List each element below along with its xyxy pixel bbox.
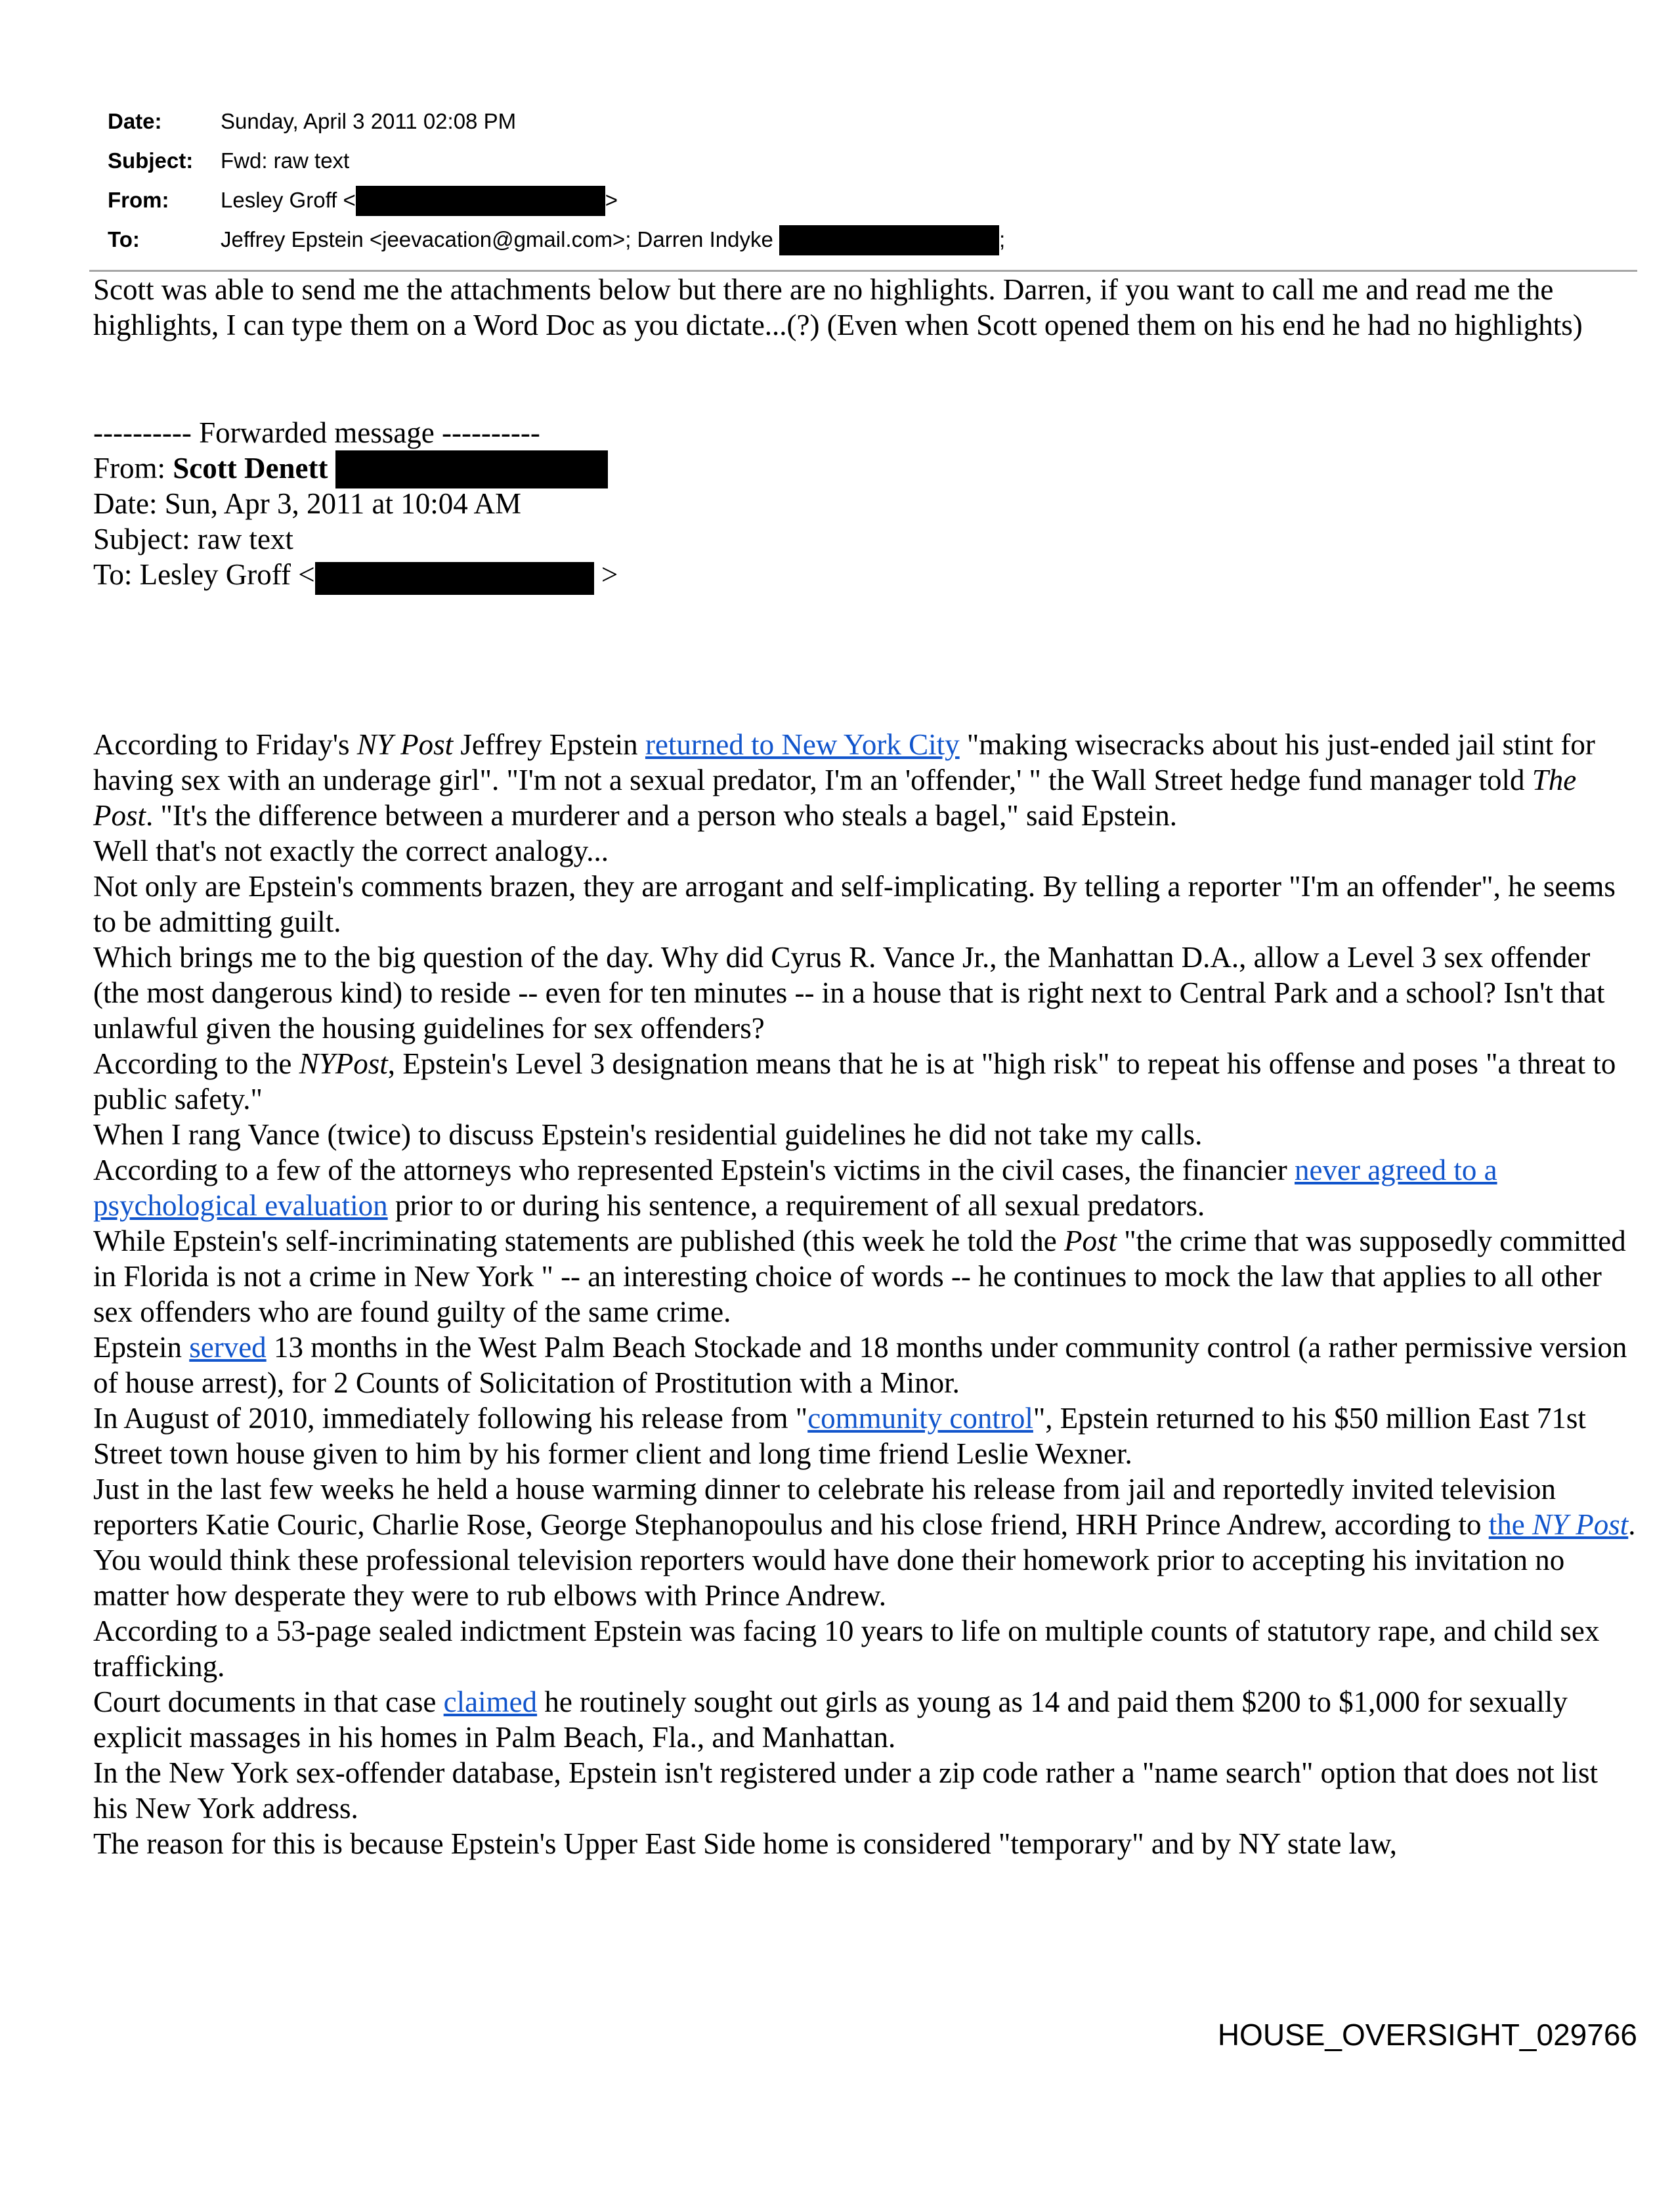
hyperlink[interactable]: never agreed to a psychological evaluation <box>93 1154 1497 1222</box>
paragraph <box>93 1826 1636 1861</box>
text-segment: According to Friday's <box>93 728 357 761</box>
text-segment: Which brings me to the big question of the day. Why did Cyrus R. Vance Jr., the Manhattan D.A., allow a Level 3 sex offender (the most dangerous kind) to reside -- even for ten minutes -- in a house that is right next to Central Park and a school? Isn't that unlawful given the housing guidelines for sex offenders? <box>93 941 1605 1045</box>
text-segment: prior to or during his sentence, a requirement of all sexual predators. <box>387 1189 1205 1222</box>
paragraph <box>93 940 1636 1046</box>
text-segment: The reason for this is because Epstein's Upper East Side home is considered "temporary" and by NY state law, <box>93 1827 1397 1860</box>
header-value-from <box>221 181 618 220</box>
forwarded-line <box>93 557 1636 592</box>
paragraph <box>93 1046 1636 1117</box>
redaction-bar <box>779 225 999 255</box>
text-segment: he routinely sought out girls as young as 14 and paid them $200 to $1,000 for sexually explicit massages in his homes in Palm Beach, Fla., and Manhattan. <box>93 1685 1568 1754</box>
email-header <box>108 102 1595 259</box>
header-label: Subject: <box>108 148 194 173</box>
header-value-date <box>221 102 516 141</box>
hyperlink[interactable]: served <box>189 1331 267 1364</box>
text-segment: Date: Sun, Apr 3, 2011 at 10:04 AM <box>93 487 522 520</box>
text-segment: > <box>605 188 618 212</box>
text-segment: In the New York sex-offender database, Epstein isn't registered under a zip code rather a "name search" option that does not list his New York address. <box>93 1756 1599 1825</box>
paragraph <box>93 1400 1636 1471</box>
redaction-bar <box>315 562 594 595</box>
paragraph <box>93 1117 1636 1152</box>
redaction-bar <box>356 186 605 216</box>
header-value-subject <box>221 141 349 181</box>
text-segment: The Post <box>93 764 1577 832</box>
text-segment: Not only are Epstein's comments brazen, they are arrogant and self-implicating. By telling a reporter "I'm an offender", he seems to be admitting guilt. <box>93 870 1616 938</box>
paragraph <box>93 833 1636 869</box>
text-segment: According to a few of the attorneys who represented Epstein's victims in the civil cases, the financier <box>93 1154 1295 1186</box>
text-segment: Scott was able to send me the attachments below but there are no highlights. Darren, if you want to call me and read me the highlights, I can type them on a Word Doc as you dictate...(?) (Even when Scott opened them on his end he had no highlights) <box>93 273 1583 341</box>
forwarded-line <box>93 450 1636 486</box>
paragraph <box>93 869 1636 940</box>
text-segment: While Epstein's self-incriminating statements are published (this week he told the <box>93 1225 1064 1257</box>
email-content <box>0 272 1674 1861</box>
text-segment: You would think these professional television reporters would have done their homework prior to accepting his invitation no matter how desperate they were to rub elbows with Prince Andrew. <box>93 1544 1565 1612</box>
text-segment: "the crime that was supposedly committed in Florida is not a crime in New York " -- an interesting choice of words -- he continues to mock the law that applies to all other sex offenders who are found guilty of the same crime. <box>93 1225 1626 1328</box>
header-label: From: <box>108 188 169 212</box>
text-segment: NYPost <box>299 1047 388 1080</box>
paragraph <box>93 1471 1636 1542</box>
text-segment: . "It's the difference between a murderer and a person who steals a bagel," said Epstein. <box>146 799 1177 832</box>
text-segment: From: <box>93 452 173 485</box>
paragraph <box>93 727 1636 833</box>
text-segment: Well that's not exactly the correct analogy... <box>93 835 609 867</box>
text-segment: Epstein <box>93 1331 190 1364</box>
header-label: To: <box>108 227 140 251</box>
forwarded-line <box>93 486 1636 521</box>
text-segment: Fwd: raw text <box>221 148 350 173</box>
text-segment: Court documents in that case <box>93 1685 444 1718</box>
text-segment: Jeffrey Epstein <jeevacation@gmail.com>; Darren Indyke <box>221 227 779 251</box>
text-segment: NY Post <box>356 728 454 761</box>
email-body <box>93 727 1636 1861</box>
hyperlink[interactable]: the <box>1488 1508 1532 1541</box>
intro-paragraph <box>93 272 1636 343</box>
text-segment: 13 months in the West Palm Beach Stockade and 18 months under community control (a rather permissive version of house arrest), for 2 Counts of Solicitation of Prostitution with a Minor. <box>93 1331 1627 1399</box>
text-segment: > <box>593 558 618 591</box>
forwarded-line <box>93 415 1636 450</box>
text-segment: ---------- Forwarded message ---------- <box>93 416 540 449</box>
hyperlink[interactable]: community control <box>807 1402 1033 1435</box>
hyperlink[interactable]: NY Post <box>1532 1508 1629 1541</box>
text-segment: "making wisecracks about his just-ended jail stint for having sex with an underage girl". "I'm not a sexual predator, I'm an 'offender,' " the Wall Street hedge fund manager told <box>93 728 1595 796</box>
text-segment: Just in the last few weeks he held a house warming dinner to celebrate his release from jail and reportedly invited television reporters Katie Couric, Charlie Rose, George Stephanopoulus and his close friend, HRH Prince Andrew, according to <box>93 1473 1556 1541</box>
text-segment: Post <box>1063 1225 1117 1257</box>
header-row <box>108 181 1595 220</box>
header-row <box>108 220 1595 259</box>
text-segment: Scott Denett <box>173 452 335 485</box>
text-segment: Subject: raw text <box>93 523 293 555</box>
hyperlink[interactable]: returned to New York City <box>645 728 960 761</box>
header-label: Date: <box>108 109 162 133</box>
text-segment: . <box>1628 1508 1636 1541</box>
forwarded-line <box>93 521 1636 557</box>
header-value-to <box>221 220 1005 259</box>
redaction-bar <box>335 450 608 488</box>
header-row <box>108 141 1595 181</box>
paragraph <box>93 1542 1636 1613</box>
text-segment: To: Lesley Groff < <box>93 558 315 591</box>
text-segment: According to a 53-page sealed indictment Epstein was facing 10 years to life on multiple counts of statutory rape, and child sex trafficking. <box>93 1615 1600 1683</box>
forwarded-message-block <box>93 415 1636 592</box>
paragraph <box>93 1152 1636 1223</box>
text-segment: Jeffrey Epstein <box>453 728 645 761</box>
hyperlink[interactable]: claimed <box>443 1685 538 1718</box>
text-segment: In August of 2010, immediately following his release from " <box>93 1402 808 1435</box>
paragraph <box>93 1330 1636 1400</box>
text-segment: According to the <box>93 1047 299 1080</box>
paragraph <box>93 1613 1636 1684</box>
text-segment: When I rang Vance (twice) to discuss Epstein's residential guidelines he did not take my calls. <box>93 1118 1203 1151</box>
text-segment: Lesley Groff < <box>221 188 356 212</box>
text-segment: , Epstein's Level 3 designation means that he is at "high risk" to repeat his offense and poses "a threat to public safety." <box>93 1047 1616 1116</box>
bates-number: HOUSE_OVERSIGHT_029766 <box>1217 2018 1637 2052</box>
text-segment: Sunday, April 3 2011 02:08 PM <box>221 109 517 133</box>
paragraph <box>93 1684 1636 1755</box>
text-segment: ", Epstein returned to his $50 million East 71st Street town house given to him by his former client and long time friend Leslie Wexner. <box>93 1402 1586 1470</box>
text-segment: ; <box>998 227 1006 251</box>
paragraph <box>93 1223 1636 1330</box>
header-row <box>108 102 1595 141</box>
paragraph <box>93 1755 1636 1826</box>
